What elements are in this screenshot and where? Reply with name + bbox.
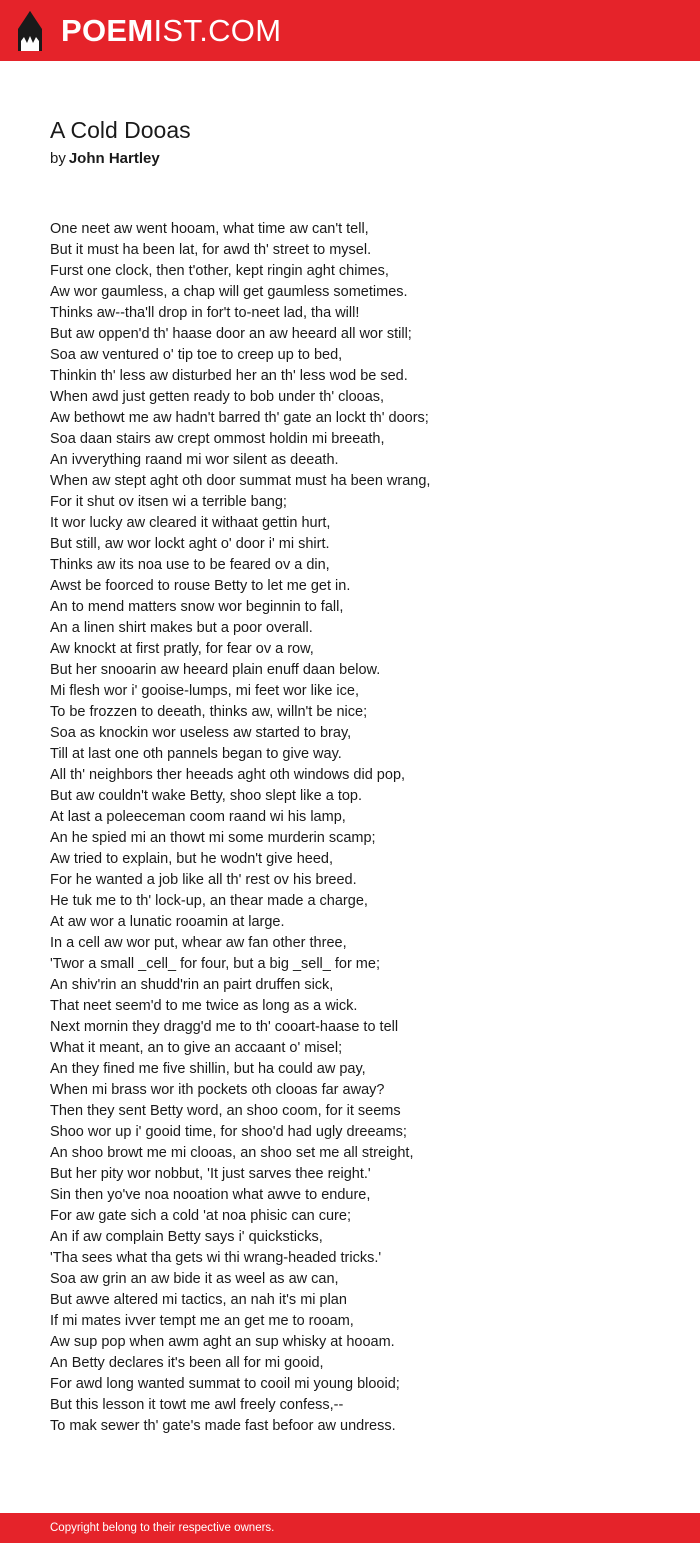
poem-line: An a linen shirt makes but a poor overall. [50,620,313,636]
poem-line: Soa daan stairs aw crept ommost holdin mi breeath, [50,431,385,447]
poem-line: That neet seem'd to me twice as long as a wick. [50,998,358,1014]
copyright-notice: Copyright belong to their respective owners. [50,1522,275,1534]
poem-line: An he spied mi an thowt mi some murderin scamp; [50,830,376,846]
poem-line: If mi mates ivver tempt me an get me to rooam, [50,1313,354,1329]
poem-line: An shiv'rin an shudd'rin an pairt druffen sick, [50,977,334,993]
poem-line: An Betty declares it's been all for mi gooid, [50,1355,324,1371]
byline [50,148,670,170]
poem-line: Aw wor gaumless, a chap will get gaumless sometimes. [50,284,408,300]
poem-line: Soa aw ventured o' tip toe to creep up to bed, [50,347,343,363]
poem-line: But this lesson it towt me awl freely confess,-- [50,1397,344,1413]
poem-line: An shoo browt me mi clooas, an shoo set me all streight, [50,1145,414,1161]
poem-line: But still, aw wor lockt aght o' door i' mi shirt. [50,536,330,552]
poem-line: For aw gate sich a cold 'at noa phisic can cure; [50,1208,351,1224]
poem-line: But it must ha been lat, for awd th' street to mysel. [50,242,372,258]
poem-line: But awve altered mi tactics, an nah it's mi plan [50,1292,347,1308]
poem-line: For awd long wanted summat to cooil mi young blooid; [50,1376,400,1392]
poem-line: Mi flesh wor i' gooise-lumps, mi feet wor like ice, [50,683,359,699]
poem-line: An to mend matters snow wor beginnin to fall, [50,599,344,615]
poem-line: Shoo wor up i' gooid time, for shoo'd had ugly dreeams; [50,1124,407,1140]
poem-line: In a cell aw wor put, whear aw fan other three, [50,935,347,951]
poem-line: For he wanted a job like all th' rest ov his breed. [50,872,357,888]
site-footer [0,1513,700,1543]
poem-line: When mi brass wor ith pockets oth clooas far away? [50,1082,385,1098]
pencil-icon[interactable] [17,10,43,52]
poem-line: Aw tried to explain, but he wodn't give heed, [50,851,334,867]
poem-line: To be frozzen to deeath, thinks aw, willn't be nice; [50,704,368,720]
poem-line: Then they sent Betty word, an shoo coom, for it seems [50,1103,401,1119]
poem-line: One neet aw went hooam, what time aw can't tell, [50,221,369,237]
poem-line: Thinkin th' less aw disturbed her an th' less wod be sed. [50,368,408,384]
poem-line: When awd just getten ready to bob under th' clooas, [50,389,385,405]
poem-line: He tuk me to th' lock-up, an thear made a charge, [50,893,368,909]
poem-line: Till at last one oth pannels began to give way. [50,746,342,762]
poem-line: Awst be foorced to rouse Betty to let me get in. [50,578,351,594]
poem-line: To mak sewer th' gate's made fast befoor aw undress. [50,1418,396,1434]
poem-line: Next mornin they dragg'd me to th' cooart-haase to tell [50,1019,399,1035]
poem-line: 'Tha sees what tha gets wi thi wrang-headed tricks.' [50,1250,382,1266]
poem-title: A Cold Dooas [50,117,191,143]
poem-line: Thinks aw its noa use to be feared ov a din, [50,557,330,573]
author-link[interactable]: John Hartley [68,150,160,167]
poem-line: Aw bethowt me aw hadn't barred th' gate an lockt th' doors; [50,410,429,426]
poem-line: Soa as knockin wor useless aw started to bray, [50,725,352,741]
poem-line: Aw sup pop when awm aght an sup whisky at hooam. [50,1334,395,1350]
poem-line: Furst one clock, then t'other, kept ringin aght chimes, [50,263,389,279]
poem-line: But her pity wor nobbut, 'It just sarves thee reight.' [50,1166,371,1182]
poem-line: What it meant, an to give an accaant o' misel; [50,1040,343,1056]
poem-line: Thinks aw--tha'll drop in for't to-neet lad, tha will! [50,305,360,321]
site-logo-link[interactable] [61,11,281,51]
poem-line: Sin then yo've noa nooation what awve to endure, [50,1187,371,1203]
poem-heading [50,112,670,170]
poem-line: But aw oppen'd th' haase door an aw heeard all wor still; [50,326,412,342]
poem-line: It wor lucky aw cleared it withaat gettin hurt, [50,515,331,531]
poem-line: An ivverything raand mi wor silent as deeath. [50,452,339,468]
poem-line: 'Twor a small _cell_ for four, but a big _sell_ for me; [50,956,380,972]
poem-line: All th' neighbors ther heeads aght oth windows did pop, [50,767,406,783]
poem-line: An if aw complain Betty says i' quicksticks, [50,1229,323,1245]
poem-line: Soa aw grin an aw bide it as weel as aw can, [50,1271,339,1287]
brand-bold-text: POEM [61,13,154,48]
poem-line: For it shut ov itsen wi a terrible bang; [50,494,287,510]
poem-line: At last a poleeceman coom raand wi his lamp, [50,809,346,825]
poem-line: An they fined me five shillin, but ha could aw pay, [50,1061,366,1077]
poem-line: When aw stept aght oth door summat must ha been wrang, [50,473,431,489]
poem-line: But aw couldn't wake Betty, shoo slept like a top. [50,788,363,804]
poem-line: Aw knockt at first pratly, for fear ov a row, [50,641,314,657]
site-header [0,0,700,61]
brand-light-text: IST.COM [153,13,282,48]
poem-line: But her snooarin aw heeard plain enuff daan below. [50,662,381,678]
poem-body [50,219,680,1437]
poem-line: At aw wor a lunatic rooamin at large. [50,914,285,930]
by-label: by [50,150,66,167]
